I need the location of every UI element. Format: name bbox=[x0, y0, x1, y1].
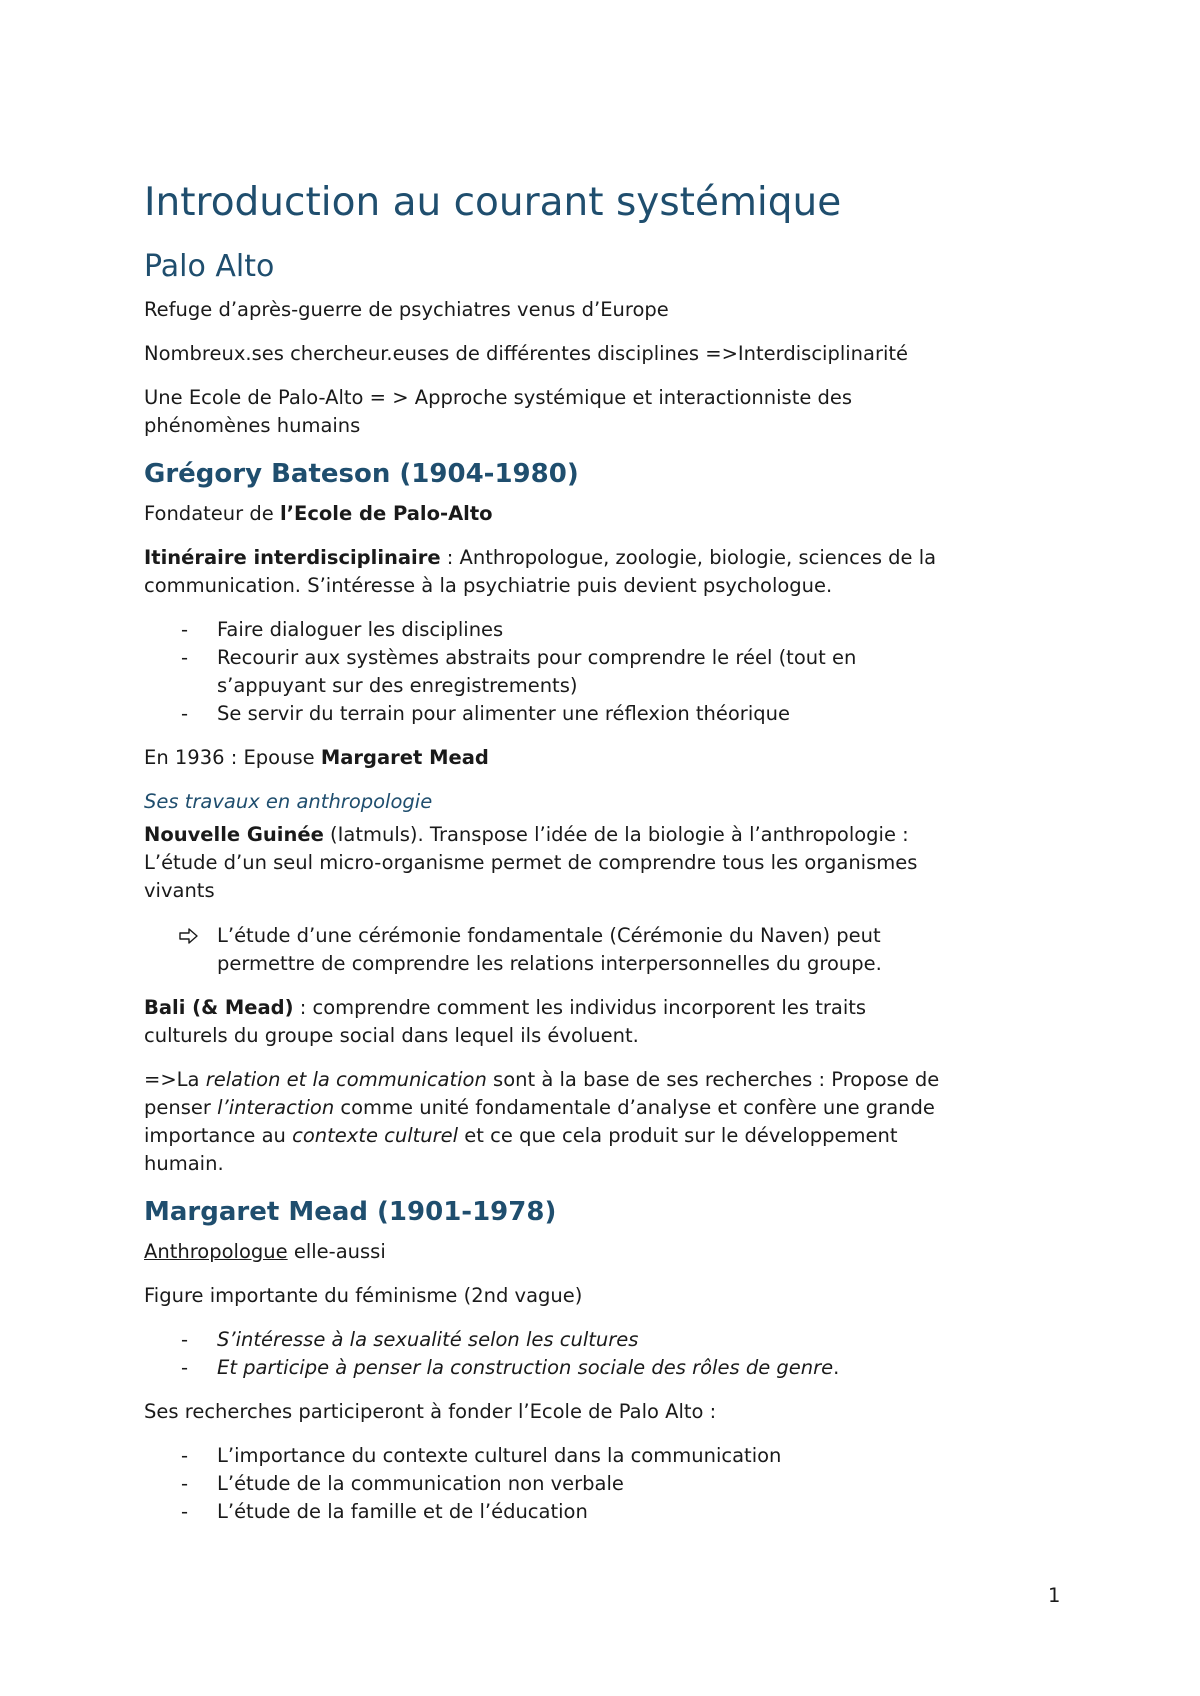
paragraph-relation-line3: importance au contexte culturel et ce que cela produit sur le développement bbox=[144, 1124, 898, 1147]
page-number: 1 bbox=[1048, 1584, 1061, 1607]
paragraph-itineraire-line2: communication. S’intéresse à la psychiatrie puis devient psychologue. bbox=[144, 574, 833, 597]
paragraph-refuge: Refuge d’après-guerre de psychiatres venus d’Europe bbox=[144, 298, 669, 321]
paragraph-nombreux: Nombreux.ses chercheur.euses de différentes disciplines =>Interdisciplinarité bbox=[144, 342, 909, 365]
paragraph-recherches: Ses recherches participeront à fonder l’Ecole de Palo Alto : bbox=[144, 1400, 717, 1423]
paragraph-nouvelle-guinee-line3: vivants bbox=[144, 879, 215, 902]
paragraph-itineraire-line1: Itinéraire interdisciplinaire : Anthropologue, zoologie, biologie, sciences de la bbox=[144, 546, 937, 569]
document-page: Introduction au courant systémique Palo Alto Refuge d’après-guerre de psychiatres venus d’Europe Nombreux.ses chercheur.euses de différentes disciplines =>Interdisciplinarité Une Ecole de Palo-Alto = > Approche systémique et interactionniste des phénomènes humains Grégory Bateson (1904-1980) Fondateur de l’Ecole de Palo-Alto Itinéraire interdisciplinaire : Anthropologue, zoologie, biologie, sciences de la communication. S’intéresse à la psychiatrie puis devient psychologue. - Faire dialoguer les disciplines - Recourir aux systèmes abstraits pour comprendre le réel (tout en s’appuyant sur des enregistrements) - Se servir du terrain pour alimenter une réflexion théorique En 1936 : Epouse Margaret Mead Ses travaux en anthropologie Nouvelle Guinée (Iatmuls). Transpose l’idée de la biologie à l’anthropologie : L’étude d’un seul micro-organisme permet de comprendre tous les organismes vivants L’étude d’une cérémonie fondamentale (Cérémonie du Naven) peut permettre de comprendre les relations interpersonnelles du groupe. Bali (& Mead) : comprendre comment les individus incorporent les traits culturels du groupe social dans lequel ils évoluent. =>La relation et la communication sont à la base de ses recherches : Propose de penser l’interaction comme unité fondamentale d’analyse et confère une grande importance au contexte culturel et ce que cela produit sur le développement humain. Margaret Mead (1901-1978) Anthropologue elle-aussi Figure importante du féminisme (2nd vague) - S’intéresse à la sexualité selon les cultures - Et participe à penser la construction sociale des rôles de genre. Ses recherches participeront à fonder l’Ecole de Palo Alto : - L’importance du contexte culturel dans la communication - L’étude de la communication non verbale - L’étude de la famille et de l’éducation bbox=[144, 180, 940, 1523]
paragraph-feminisme: Figure importante du féminisme (2nd vague) bbox=[144, 1284, 583, 1307]
paragraph-relation-line2: penser l’interaction comme unité fondamentale d’analyse et confère une grande bbox=[144, 1096, 935, 1119]
paragraph-bali-line1: Bali (& Mead) : comprendre comment les individus incorporent les traits bbox=[144, 996, 867, 1019]
document-title: Introduction au courant systémique bbox=[144, 180, 842, 225]
paragraph-nouvelle-guinee-line1: Nouvelle Guinée (Iatmuls). Transpose l’idée de la biologie à l’anthropologie : bbox=[144, 823, 909, 846]
subheading-travaux: Ses travaux en anthropologie bbox=[144, 790, 433, 813]
paragraph-mead: En 1936 : Epouse Margaret Mead bbox=[144, 746, 489, 769]
paragraph-nouvelle-guinee-line2: L’étude d’un seul micro-organisme permet de comprendre tous les organismes bbox=[144, 851, 918, 874]
paragraph-anthropologue: Anthropologue elle-aussi bbox=[144, 1240, 386, 1263]
paragraph-fondateur: Fondateur de l’Ecole de Palo-Alto bbox=[144, 502, 493, 525]
paragraph-relation-line1: =>La relation et la communication sont à la base de ses recherches : Propose de bbox=[144, 1068, 940, 1091]
heading-palo-alto: Palo Alto bbox=[144, 249, 275, 284]
paragraph-relation-line4: humain. bbox=[144, 1152, 224, 1175]
heading-bateson: Grégory Bateson (1904-1980) bbox=[144, 459, 579, 489]
paragraph-bali-line2: culturels du groupe social dans lequel ils évoluent. bbox=[144, 1024, 639, 1047]
heading-mead: Margaret Mead (1901-1978) bbox=[144, 1197, 557, 1227]
paragraph-ecole-line2: phénomènes humains bbox=[144, 414, 361, 437]
arrow-right-icon bbox=[179, 928, 199, 944]
paragraph-ecole-line1: Une Ecole de Palo-Alto = > Approche systémique et interactionniste des bbox=[144, 386, 853, 409]
